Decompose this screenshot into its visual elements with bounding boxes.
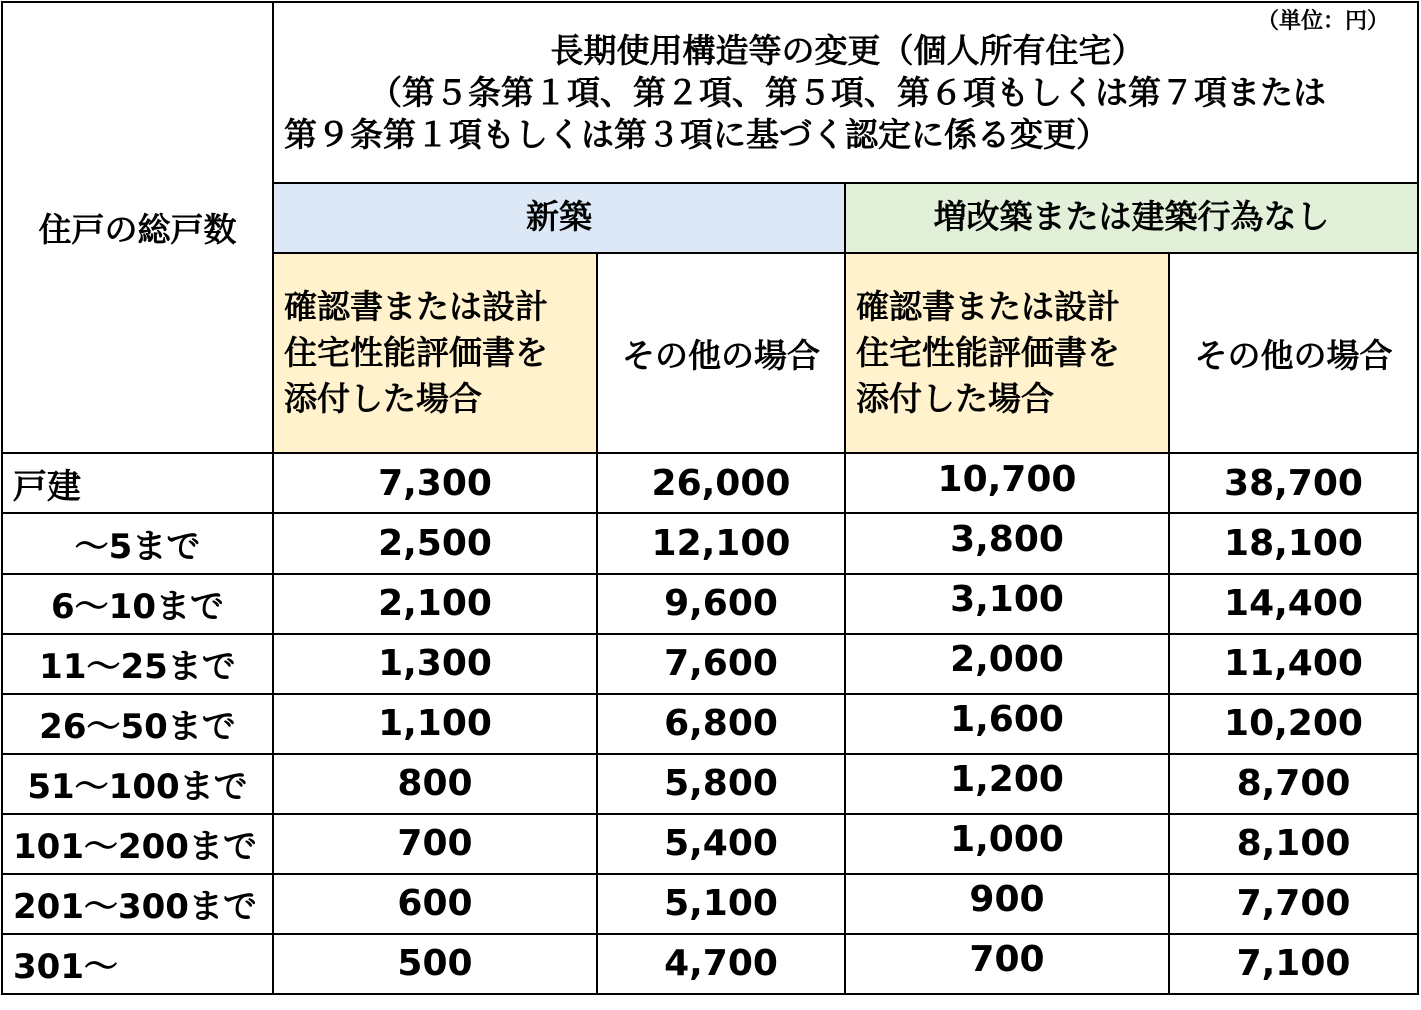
group-header-renovation [845, 183, 1418, 253]
value-text: 2,000 [950, 639, 1064, 681]
value-new-attached: 600 [273, 874, 597, 934]
row-label: 戸建 [2, 453, 273, 513]
subheader-line: 確認書または設計 [284, 287, 548, 327]
value-new-attached: 2,100 [273, 574, 597, 634]
value-text: 10,700 [937, 458, 1077, 500]
subheader-line: 住宅性能評価書を [284, 333, 548, 373]
value-renovation-other: 8,700 [1169, 754, 1418, 814]
subheader-new-attached [273, 253, 597, 453]
value-text: 1,000 [950, 819, 1064, 861]
group-header-new [273, 183, 845, 253]
title-line-1: 長期使用構造等の変更（個人所有住宅） [550, 30, 1145, 70]
value-new-other: 5,800 [597, 754, 845, 814]
value-renovation-attached [845, 874, 1169, 934]
table-row [2, 814, 1418, 874]
fee-table [1, 1, 1419, 995]
value-renovation-attached [845, 574, 1169, 634]
value-renovation-other: 7,700 [1169, 874, 1418, 934]
value-text: 700 [969, 939, 1045, 981]
group-renovation-label: 増改築または建築行為なし [933, 196, 1330, 236]
row-label: 6～10まで [2, 574, 273, 634]
value-renovation-attached [845, 814, 1169, 874]
value-text: 1,600 [950, 699, 1064, 741]
table-row [2, 694, 1418, 754]
value-new-attached: 500 [273, 934, 597, 994]
subheader-line: 添付した場合 [856, 379, 1054, 419]
subheader-other-label: その他の場合 [1194, 335, 1393, 375]
table-row [2, 754, 1418, 814]
value-renovation-attached [845, 754, 1169, 814]
value-new-other: 5,100 [597, 874, 845, 934]
subheader-new-other [597, 253, 845, 453]
value-new-attached: 700 [273, 814, 597, 874]
value-renovation-attached [845, 694, 1169, 754]
subheader-line: 確認書または設計 [856, 287, 1120, 327]
value-new-other: 7,600 [597, 634, 845, 694]
value-renovation-other: 38,700 [1169, 453, 1418, 513]
value-new-other: 12,100 [597, 513, 845, 573]
title-line-3: 第９条第１項もしくは第３項に基づく認定に係る変更） [284, 114, 1109, 154]
table-row [2, 574, 1418, 634]
value-new-other: 26,000 [597, 453, 845, 513]
value-renovation-other: 11,400 [1169, 634, 1418, 694]
value-text: 3,800 [950, 518, 1064, 560]
group-new-label: 新築 [526, 196, 592, 236]
table-row [2, 634, 1418, 694]
row-label: 26～50まで [2, 694, 273, 754]
value-new-other: 4,700 [597, 934, 845, 994]
row-label: 201～300まで [2, 874, 273, 934]
subheader-line: 住宅性能評価書を [856, 333, 1120, 373]
row-label: ～5まで [2, 513, 273, 573]
subheader-renovation-attached [845, 253, 1169, 453]
value-new-attached: 1,100 [273, 694, 597, 754]
value-renovation-other: 18,100 [1169, 513, 1418, 573]
row-label: 101～200まで [2, 814, 273, 874]
table-row [2, 934, 1418, 994]
value-text: 3,100 [950, 579, 1064, 621]
value-new-attached: 7,300 [273, 453, 597, 513]
subheader-renovation-other [1169, 253, 1418, 453]
row-label: 301～ [2, 934, 273, 994]
title-line-2: （第５条第１項、第２項、第５項、第６項もしくは第７項または [369, 72, 1326, 112]
title-cell [273, 2, 1418, 183]
value-new-other: 6,800 [597, 694, 845, 754]
value-renovation-other: 14,400 [1169, 574, 1418, 634]
row-label: 11～25まで [2, 634, 273, 694]
table-row [2, 453, 1418, 513]
value-renovation-attached [845, 453, 1169, 513]
value-renovation-other: 7,100 [1169, 934, 1418, 994]
row-header-label: 住戸の総戸数 [38, 210, 237, 250]
value-renovation-attached [845, 634, 1169, 694]
value-new-attached: 800 [273, 754, 597, 814]
value-renovation-attached [845, 934, 1169, 994]
row-label: 51～100まで [2, 754, 273, 814]
value-text: 900 [969, 879, 1045, 921]
row-header-cell [2, 2, 273, 453]
subheader-line: 添付した場合 [284, 379, 482, 419]
value-renovation-other: 10,200 [1169, 694, 1418, 754]
value-new-attached: 2,500 [273, 513, 597, 573]
table-row [2, 513, 1418, 573]
value-renovation-attached [845, 513, 1169, 573]
value-new-other: 5,400 [597, 814, 845, 874]
subheader-other-label: その他の場合 [622, 335, 820, 375]
value-new-attached: 1,300 [273, 634, 597, 694]
value-new-other: 9,600 [597, 574, 845, 634]
value-renovation-other: 8,100 [1169, 814, 1418, 874]
unit-label: （単位：円） [1256, 9, 1389, 34]
table-row [2, 874, 1418, 934]
value-text: 1,200 [950, 759, 1064, 801]
